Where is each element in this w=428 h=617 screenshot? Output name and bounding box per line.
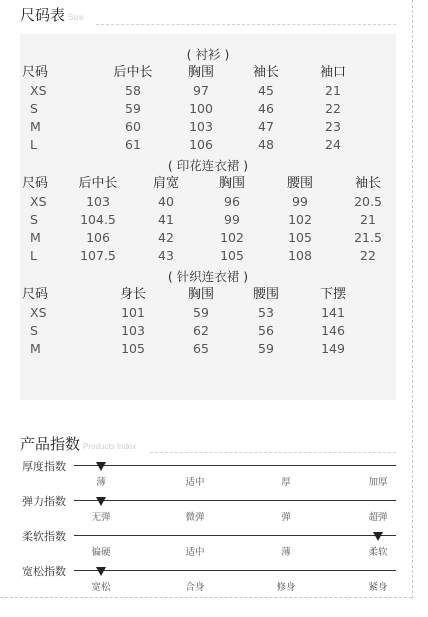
table-cell: 97	[193, 83, 209, 98]
table-cell: 23	[325, 119, 341, 134]
index-option: 加厚	[368, 477, 388, 488]
table-row	[20, 322, 396, 340]
table-header-cell: 后中长	[78, 176, 118, 191]
table-cell: 107.5	[80, 248, 116, 263]
size-chart-title-text: 尺码表	[20, 6, 66, 24]
table-cell: M	[30, 230, 41, 245]
table-cell: L	[30, 137, 37, 152]
table-cell: S	[30, 101, 38, 116]
index-option: 宽松	[91, 582, 111, 593]
index-option: 适中	[185, 547, 205, 558]
table-cell: 102	[220, 230, 244, 245]
table-header-cell: 袖长	[354, 176, 381, 191]
table-cell: 105	[288, 230, 312, 245]
index-option: 合身	[185, 582, 205, 593]
index-option: 薄	[281, 547, 291, 558]
table-cell: 40	[158, 194, 174, 209]
table-row	[20, 340, 396, 358]
index-option: 厚	[281, 477, 291, 488]
table-caption: ( 印花连衣裙 )	[167, 158, 249, 173]
index-option: 弹	[281, 512, 291, 523]
index-option: 超弹	[368, 512, 388, 523]
index-option: 适中	[185, 477, 205, 488]
index-label: 弹力指数	[22, 495, 66, 508]
table-cell: 65	[193, 341, 209, 356]
index-option: 修身	[276, 582, 296, 593]
product-index-subtitle: Products Index	[83, 442, 137, 451]
table-row	[20, 211, 396, 229]
product-index-title-rule	[150, 452, 396, 453]
table-cell: M	[30, 341, 41, 356]
table-cell: 104.5	[80, 212, 116, 227]
table-header-cell: 胸围	[218, 176, 245, 191]
table-cell: 41	[158, 212, 174, 227]
table-cell: 61	[125, 137, 141, 152]
table-cell: 103	[86, 194, 110, 209]
size-chart-title-rule	[96, 24, 396, 25]
index-option: 柔软	[368, 547, 388, 558]
size-chart-title	[20, 4, 84, 25]
table-row	[20, 136, 396, 154]
table-cell: 62	[193, 323, 209, 338]
index-scale-line	[74, 500, 396, 501]
table-cell: 99	[224, 212, 240, 227]
table-row	[20, 193, 396, 211]
table-cell: 105	[121, 341, 145, 356]
table-cell: 106	[86, 230, 110, 245]
size-chart-subtitle: Size	[68, 13, 84, 22]
table-cell: XS	[30, 194, 47, 209]
table-cell: 20.5	[354, 194, 382, 209]
index-marker-icon	[373, 532, 383, 541]
table-row	[20, 118, 396, 136]
table-header-cell: 身长	[119, 287, 146, 302]
table-header-row	[20, 64, 396, 82]
index-option: 紧身	[368, 582, 388, 593]
page-border-right	[412, 0, 413, 598]
table-cell: 43	[158, 248, 174, 263]
table-cell: 22	[325, 101, 341, 116]
table-cell: 58	[125, 83, 141, 98]
table-cell: 56	[258, 323, 274, 338]
size-chart-panel	[20, 34, 396, 400]
table-header-row	[20, 175, 396, 193]
index-option: 微弹	[185, 512, 205, 523]
table-header-cell: 后中长	[113, 65, 153, 80]
index-option: 薄	[96, 477, 106, 488]
table-header-cell: 肩宽	[152, 176, 179, 191]
table-cell: 103	[189, 119, 213, 134]
table-header-cell: 尺码	[22, 176, 49, 191]
index-label: 柔软指数	[22, 530, 66, 543]
table-cell: 102	[288, 212, 312, 227]
table-cell: 100	[189, 101, 213, 116]
table-header-cell: 腰围	[286, 176, 313, 191]
table-cell: S	[30, 212, 38, 227]
table-cell: S	[30, 323, 38, 338]
index-marker-icon	[96, 567, 106, 576]
table-cell: 59	[125, 101, 141, 116]
table-cell: 42	[158, 230, 174, 245]
table-cell: 59	[258, 341, 274, 356]
table-cell: 103	[121, 323, 145, 338]
product-index-title-text: 产品指数	[20, 435, 81, 453]
index-scale-line	[74, 570, 396, 571]
table-cell: 46	[258, 101, 274, 116]
table-row	[20, 247, 396, 265]
table-cell: 21.5	[354, 230, 382, 245]
table-cell: 146	[321, 323, 345, 338]
table-header-cell: 袖口	[319, 65, 346, 80]
index-scale-line	[74, 535, 396, 536]
table-header-cell: 腰围	[252, 287, 279, 302]
index-option: 无弹	[91, 512, 111, 523]
knit-dress-size-table	[20, 267, 396, 358]
index-option: 偏硬	[91, 547, 111, 558]
table-cell: 108	[288, 248, 312, 263]
table-row	[20, 100, 396, 118]
table-header-cell: 尺码	[22, 287, 49, 302]
index-marker-icon	[96, 462, 106, 471]
table-cell: 47	[258, 119, 274, 134]
table-caption: ( 针织连衣裙 )	[167, 269, 249, 284]
table-cell: 101	[121, 305, 145, 320]
page-border-bottom	[0, 597, 412, 598]
table-cell: 141	[321, 305, 345, 320]
index-marker-icon	[96, 497, 106, 506]
product-index-title	[20, 433, 136, 454]
table-cell: 96	[224, 194, 240, 209]
table-cell: 60	[125, 119, 141, 134]
table-header-cell: 胸围	[187, 65, 214, 80]
table-cell: 99	[292, 194, 308, 209]
table-row	[20, 304, 396, 322]
table-cell: 149	[321, 341, 345, 356]
table-cell: 106	[189, 137, 213, 152]
table-cell: XS	[30, 305, 47, 320]
table-cell: 21	[325, 83, 341, 98]
table-header-row	[20, 286, 396, 304]
shirt-size-table	[20, 45, 396, 154]
table-cell: 22	[360, 248, 376, 263]
table-cell: 21	[360, 212, 376, 227]
table-cell: 24	[325, 137, 341, 152]
table-cell: XS	[30, 83, 47, 98]
printed-dress-size-table	[20, 156, 396, 265]
index-scale-line	[74, 465, 396, 466]
table-header-cell: 胸围	[187, 287, 214, 302]
index-label: 宽松指数	[22, 565, 66, 578]
table-cell: 48	[258, 137, 274, 152]
table-header-cell: 下摆	[319, 287, 346, 302]
table-cell: L	[30, 248, 37, 263]
table-row	[20, 82, 396, 100]
table-cell: 105	[220, 248, 244, 263]
table-header-cell: 尺码	[22, 65, 49, 80]
table-cell: M	[30, 119, 41, 134]
table-cell: 45	[258, 83, 274, 98]
index-label: 厚度指数	[22, 460, 66, 473]
table-cell: 59	[193, 305, 209, 320]
table-caption: ( 衬衫 )	[186, 47, 230, 62]
table-row	[20, 229, 396, 247]
table-cell: 53	[258, 305, 274, 320]
table-header-cell: 袖长	[252, 65, 279, 80]
